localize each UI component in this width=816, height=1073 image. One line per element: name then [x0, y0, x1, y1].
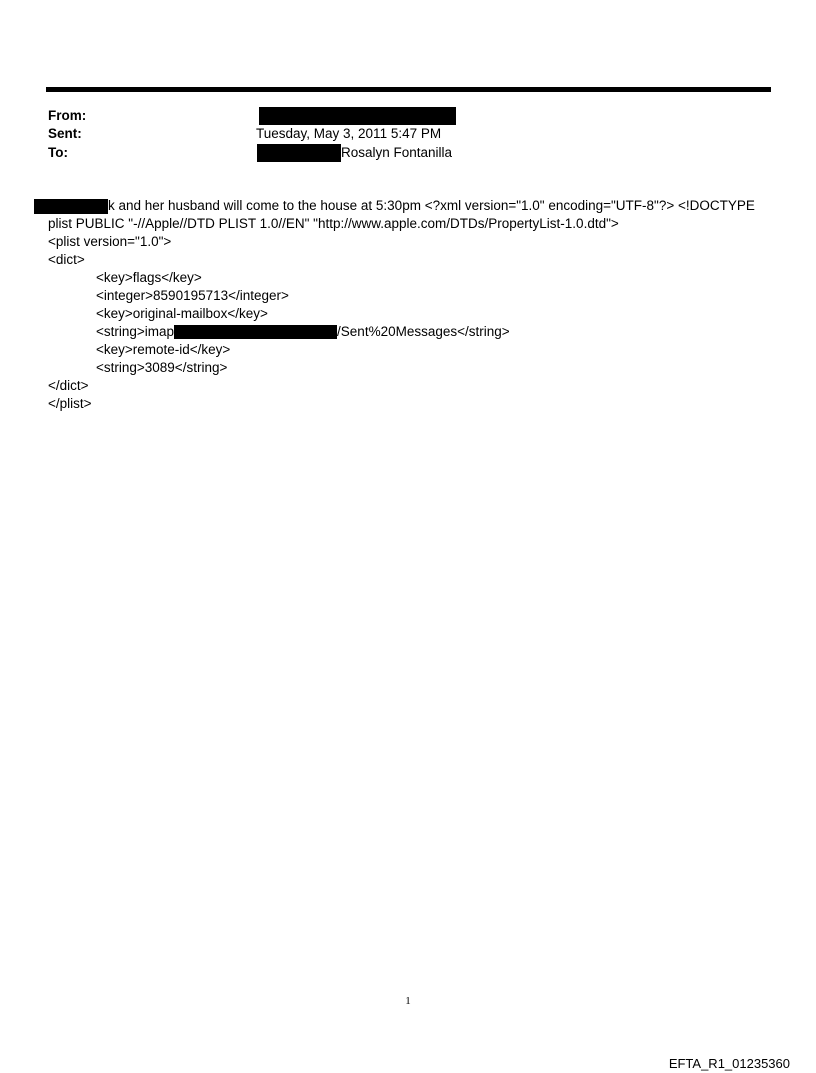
body-line-7: <key>original-mailbox</key> [96, 306, 268, 321]
body-line-6: <integer>8590195713</integer> [96, 288, 289, 303]
sent-label: Sent: [48, 126, 82, 141]
page-number: 1 [405, 995, 411, 1007]
body-line-2: plist PUBLIC "-//Apple//DTD PLIST 1.0//EN" "http://www.apple.com/DTDs/PropertyList-1.0.dtd"> [48, 216, 619, 231]
body-redaction-1 [34, 199, 108, 214]
from-label: From: [48, 108, 87, 123]
body-line-1-text: k and her husband will come to the house at 5:30pm <?xml version="1.0" encoding="UTF-8"?> <!DOCTYPE [108, 198, 755, 213]
header-divider [46, 87, 771, 92]
body-line-5: <key>flags</key> [96, 270, 202, 285]
body-line-11: </dict> [48, 378, 89, 393]
to-value [256, 144, 452, 162]
body-line-3: <plist version="1.0"> [48, 234, 172, 249]
body-line-12: </plist> [48, 396, 92, 411]
from-value [256, 107, 456, 125]
body-line-9: <key>remote-id</key> [96, 342, 231, 357]
body-line-8-prefix: <string>imap [96, 324, 175, 339]
to-name: Rosalyn Fontanilla [341, 145, 453, 160]
body-line-4: <dict> [48, 252, 85, 267]
bates-number: EFTA_R1_01235360 [668, 1056, 790, 1071]
to-redaction [257, 144, 341, 162]
body-line-8-suffix: /Sent%20Messages</string> [337, 324, 510, 339]
body-line-1 [34, 197, 768, 215]
body-line-8 [48, 323, 768, 341]
from-redaction [259, 107, 456, 125]
sent-value: Tuesday, May 3, 2011 5:47 PM [256, 126, 442, 141]
to-label: To: [48, 145, 68, 160]
body-redaction-2 [174, 325, 337, 339]
email-body [48, 197, 768, 413]
body-line-10: <string>3089</string> [96, 360, 228, 375]
